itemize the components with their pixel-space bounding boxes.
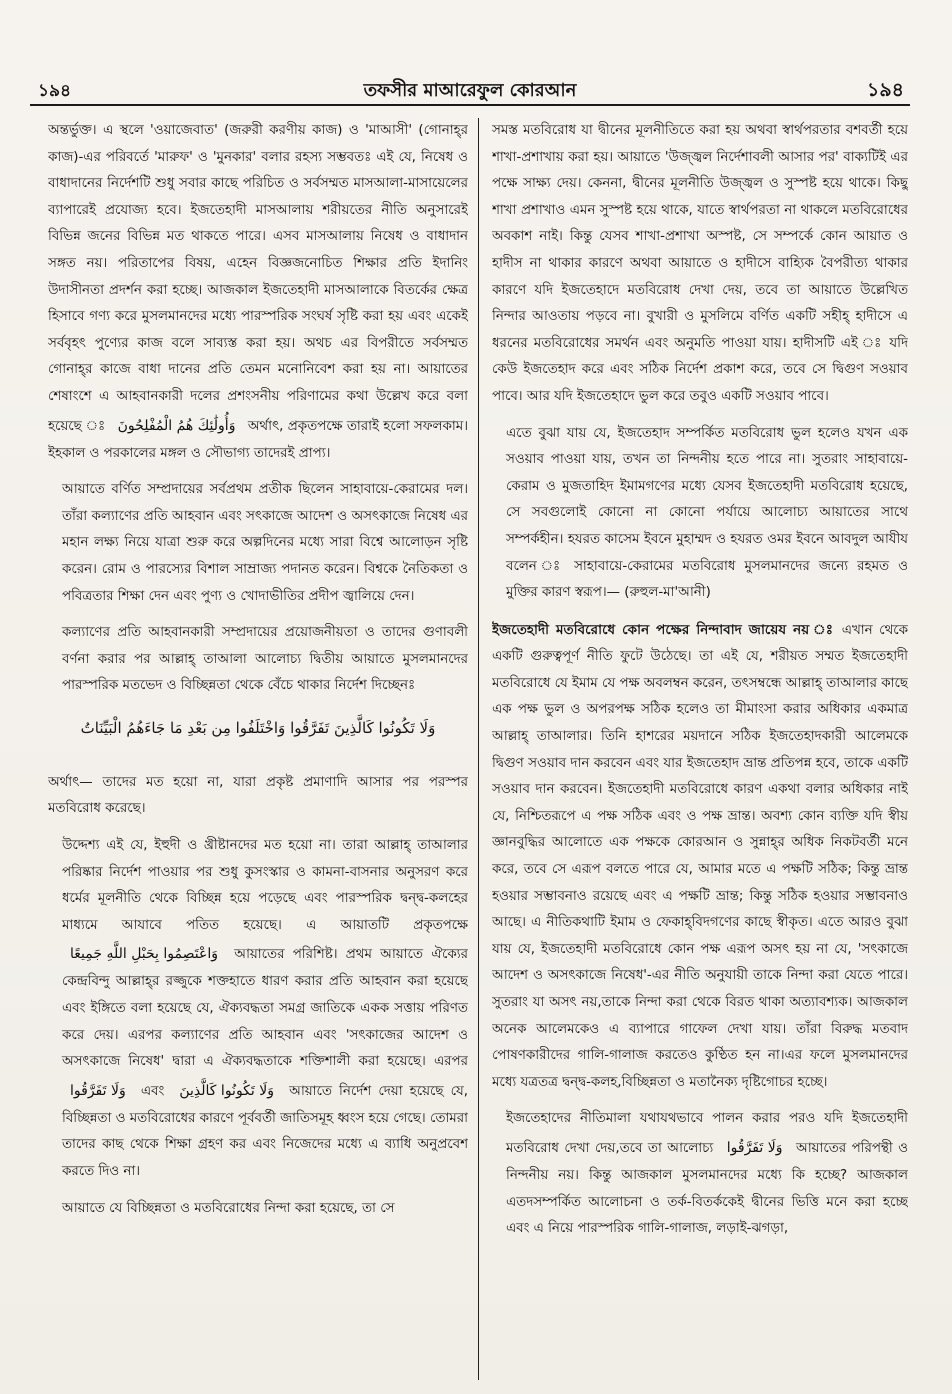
paragraph-text: অর্থাৎ, প্রকৃতপক্ষে তারাই হলো সফলকাম। ইহকাল ও পরকালের মঙ্গল ও সৌভাগ্য তাদেরই প্রাপ্য। — [48, 418, 468, 461]
arabic-phrase: وَلَا تَفَرَّقُوا — [726, 1139, 783, 1156]
page-header — [30, 70, 910, 106]
paragraph — [48, 770, 468, 823]
paragraph — [492, 118, 908, 411]
arabic-phrase: وَأُولَٰئِكَ هُمُ الْمُفْلِحُونَ — [117, 417, 236, 434]
page-number-left: ১৯৪ — [38, 81, 72, 101]
paragraph — [492, 421, 908, 607]
column-divider — [478, 118, 479, 1380]
paragraph-text: ইজতেহাদের নীতিমালা যথাযথভাবে পালন করার পরও যদি ইজতেহাদী মতবিরোধ দেখা দেয়,তবে তা আলোচ্য — [506, 1111, 908, 1156]
translation-text: অর্থাৎ— তাদের মত হয়ো না, যারা প্রকৃষ্ট প্রমাণাদি আসার পর পরস্পর মতবিরোধ করেছে। — [48, 774, 468, 817]
paragraph — [48, 620, 468, 700]
paragraph-text: অন্তর্ভুক্ত। এ স্থলে 'ওয়াজেবাত' (জরুরী করণীয় কাজ) ও 'মাআসী' (গোনাহ্‌র কাজ)-এর পরিবর্তে 'মারুফ' ও 'মুনকার' বলার রহস্য সম্ভবতঃ এই যে, নিষেধ ও বাধাদানের নির্দেশটি শুধু সবার কাছে পরিচিত ও সর্বসম্মত মাসআলা-মাসায়েলের ব্যাপারেই প্রযোজ্য হবে। ইজতেহাদী মাসআলায় শরীয়তের নীতি অনুসারেই বিভিন্ন জনের বিভিন্ন মত থাকতে পারে। এসব মাসআলায় নিষেধ ও বাধাদান সঙ্গত নয়। পরিতাপের বিষয়, এহেন বিজ্ঞজনোচিত শিক্ষার প্রতি ইদানিং উদাসীনতা প্রদর্শন করা হচ্ছে। আজকাল ইজতেহাদী মাসআলাকে বিতর্কের ক্ষেত্র হিসাবে গণ্য করে মুসলমানদের মধ্যে পারস্পরিক সংঘর্ষ সৃষ্টি করা হয় এবং একেই সর্ববৃহৎ পুণ্যের কাজ বলে সাব্যস্ত করা হয়। অথচ এর বিপরীতে সর্বসম্মত গোনাহ্‌র কাজে বাধা দানের প্রতি তেমন মনোনিবেশ করা হয় না। আয়াতের শেষাংশে এ আহবানকারী দলের প্রশংসনীয় পরিণামের কথা উল্লেখ করে বলা হয়েছে ঃ — [48, 123, 468, 434]
paragraph-text: এখান থেকে একটি গুরুত্বপূর্ণ নীতি ফুটে উঠেছে। তা এই যে, শরীয়ত সম্মত ইজতেহাদী মতবিরোধে যে ইমাম যে পক্ষ অবলম্বন করেন, তৎসম্বন্ধে আল্লাহ্ তাআলার কাছে এক পক্ষ ভুল ও অপরপক্ষ সঠিক হলেও তা মীমাংসা করার অধিকার একমাত্র আল্লাহ্ তাআলার। তিনি হাশরের ময়দানে সঠিক ইজতেহাদকারী আলেমকে দ্বিগুণ সওয়াব দান করবেন এবং যার ইজতেহাদ ভ্রান্ত প্রতিপন্ন হবে, তাকে একটি সওয়াব দান করবেন। ইজতেহাদী মতবিরোধে কারণ একথা বলার অধিকার নাই যে, নিশ্চিতরূপে এ পক্ষ সঠিক এবং ও পক্ষ ভ্রান্ত। অবশ্য কোন ব্যক্তি যদি স্বীয় জ্ঞানবুদ্ধির আলোতে এক পক্ষকে কোরআন ও সুন্নাহ্‌র অধিক নিকটবর্তী মনে করে, তবে সে এরূপ বলতে পারে যে, আমার মতে এ পক্ষটি সঠিক; কিন্তু ভ্রান্ত হওয়ার সম্ভাবনাও রয়েছে এবং এ পক্ষটি ভ্রান্ত; কিন্তু সঠিক হওয়ার সম্ভাবনাও আছে। এ নীতিকথাটি ইমাম ও ফেকাহ্‌বিদগণের কাছে স্বীকৃত। এতে আরও বুঝা যায় যে, ইজতেহাদী মতবিরোধে কোন পক্ষ এরূপ অসৎ হয় না যে, 'সৎকাজে আদেশ ও অসৎকাজে নিষেধ'-এর নীতি অনুযায়ী তাকে নিন্দা করা যেতে পারে। সুতরাং যা অসৎ নয়,তাকে নিন্দা করা থেকে বিরত থাকা অত্যাবশ্যক। আজকাল অনেক আলেমকেও এ ব্যাপারে গাফেল দেখা যায়। তাঁরা বিরুদ্ধ মতবাদ পোষণকারীদের গালি-গালাজ করতেও কুণ্ঠিত হন না।এর ফলে মুসলমানদের মধ্যে যত্রতত্র দ্বন্দ্ব-কলহ,বিচ্ছিন্নতা ও মতানৈক্য দৃষ্টিগোচর হচ্ছে। — [492, 622, 908, 1090]
paragraph — [48, 833, 468, 1186]
paragraph-text: আয়াতে নির্দেশ দেয়া হয়েছে যে, বিচ্ছিন্নতা ও মতবিরোধের কারণে পূর্ববর্তী জাতিসমূহ ধ্বংস হয়ে গেছে। তোমরা তাদের কাছ থেকে শিক্ষা গ্রহণ কর এবং নিজেদের মধ্যে এ ব্যাধি অনুপ্রবেশ করতে দিও না। — [62, 1083, 468, 1179]
arabic-phrase: وَلَا تَفَرَّقُوا — [70, 1082, 126, 1099]
paragraph-text: উদ্দেশ্য এই যে, ইহুদী ও খ্রীষ্টানদের মত হয়ো না। তারা আল্লাহ্ তাআলার পরিষ্কার নির্দেশ পাওয়ার পর শুধু কুসংস্কার ও কামনা-বাসনার অনুসরণ করে ধর্মের মূলনীতি থেকে বিচ্ছিন্ন হয়ে পড়েছে এবং পারস্পরিক দ্বন্দ্ব-কলহের মাধ্যমে আযাবে পতিত হয়েছে। এ আয়াতটি প্রকৃতপক্ষে — [62, 838, 468, 933]
paragraph-text: আয়াতের পরিশিষ্ট। প্রথম আয়াতে ঐক্যের কেন্দ্রবিন্দু আল্লাহ্‌র রজ্জুকে শক্তহাতে ধারণ করার প্রতি আহবান করা হয়েছে এবং ইঙ্গিতে বলা হয়েছে যে, ঐক্যবদ্ধতা সমগ্র জাতিকে একক সত্তায় পরিণত করে দেয়। এরপর কল্যাণের প্রতি আহবান এবং 'সৎকাজের আদেশ ও অসৎকাজে নিষেধ' দ্বারা এ ঐক্যবদ্ধতাকে শক্তিশালী করা হয়েছে। এরপর — [62, 947, 468, 1070]
paragraph-text: এতে বুঝা যায় যে, ইজতেহাদ সম্পর্কিত মতবিরোধ ভুল হলেও যখন এক সওয়াব পাওয়া যায়, তখন তা নিন্দনীয় হতে পারে না। সুতরাং সাহাবায়ে-কেরাম ও মুজতাহিদ ইমামগণের মধ্যে যেসব ইজতেহাদী মতবিরোধ হয়েছে, সে সবগুলোই কোনো না কোনো পর্যায়ে আলোচ্য আয়াতের সাথে সম্পর্কহীন। হযরত কাসেম ইবনে মুহাম্মদ ও হযরত ওমর ইবনে আবদুল আযীয বলেন ঃ সাহাবায়ে-কেরামের মতবিরোধ মুসলমানদের জন্যে রহমত ও মুক্তির কারণ স্বরূপ।— (রুহুল-মা'আনী) — [506, 425, 908, 601]
paragraph — [492, 1106, 908, 1242]
header-rule — [30, 104, 910, 106]
arabic-phrase: وَلَا تَكُونُوا كَالَّذِينَ — [179, 1082, 274, 1099]
section-heading: ইজতেহাদী মতবিরোধে কোন পক্ষের নিন্দাবাদ জায়েয নয় ঃ — [492, 621, 836, 638]
paragraph-text: সমস্ত মতবিরোধ যা দ্বীনের মূলনীতিতে করা হয় অথবা স্বার্থপরতার বশবর্তী হয়ে শাখা-প্রশাখায় করা হয়। আয়াতে 'উজ্জ্বল নির্দেশাবলী আসার পর' বাক্যটিই এর পক্ষে সাক্ষ্য দেয়। কেননা, দ্বীনের মূলনীতি উজ্জ্বল ও সুস্পষ্ট হয়ে থাকে। কিছু শাখা প্রশাখাও এমন সুস্পষ্ট হয়ে থাকে, যাতে স্বার্থপরতা না থাকলে মতবিরোধের অবকাশ নাই। কিন্তু যেসব শাখা-প্রশাখা অস্পষ্ট, সে সম্পর্কে কোন আয়াত ও হাদীস না থাকার কারণে অথবা আয়াতে ও হাদীসে বাহ্যিক বৈপরীত্য থাকার কারণে যদি ইজতেহাদে মতবিরোধ দেখা দেয়, তবে তা আয়াতে উল্লেখিত নিন্দার আওতায় পড়বে না। বুখারী ও মুসলিমে বর্ণিত একটি সহীহ্ হাদীসে এ ধরনের মতবিরোধের সমর্থন এবং অনুমতি পাওয়া যায়। হাদীসটি এই ঃ যদি কেউ ইজতেহাদ করে এবং সঠিক নির্দেশ প্রকাশ করে, তবে সে দ্বিগুণ সওয়াব পাবে। আর যদি ইজতেহাদে ভুল করে তবুও একটি সওয়াব পাবে। — [492, 123, 908, 404]
arabic-phrase: وَاعْتَصِمُوا بِحَبْلِ اللَّهِ جَمِيعًا — [70, 946, 218, 963]
page-number-right: ১৯৪ — [867, 79, 904, 101]
paragraph — [48, 118, 468, 467]
paragraph-text: এবং — [140, 1083, 165, 1099]
right-column — [492, 118, 908, 1380]
paragraph-text: আয়াতে বর্ণিত সম্প্রদায়ের সর্বপ্রথম প্রতীক ছিলেন সাহাবায়ে-কেরামের দল। তাঁরা কল্যাণের প্রতি আহবান এবং সৎকাজে আদেশ ও অসৎকাজে নিষেধ এর মহান লক্ষ্য নিয়ে যাত্রা শুরু করে অল্পদিনের মধ্যে সারা বিশ্বে আলোড়ন সৃষ্টি করেন। রোম ও পারস্যের বিশাল সাম্রাজ্য পদানত করেন। বিশ্বকে নৈতিকতা ও পবিত্রতার শিক্ষা দেন এবং পুণ্য ও খোদাভীতির প্রদীপ জ্বালিয়ে দেন। — [62, 482, 468, 604]
paragraph — [48, 477, 468, 610]
paragraph — [492, 617, 908, 1097]
left-column — [48, 118, 468, 1380]
paragraph-text: আয়াতের পরিপন্থী ও নিন্দনীয় নয়। কিন্তু আজকাল মুসলমানদের মধ্যে কি হচ্ছে? আজকাল এতদসম্পর্কিত আলোচনা ও তর্ক-বিতর্ককেই দ্বীনের ভিত্তি মনে করা হচ্ছে এবং এ নিয়ে পারস্পরিক গালি-গালাজ, লড়াই-ঝগড়া, — [506, 1140, 908, 1237]
paragraph-text: আয়াতে যে বিচ্ছিন্নতা ও মতবিরোধের নিন্দা করা হয়েছে, তা সে — [62, 1200, 395, 1216]
book-title: তফসীর মাআরেফুল কোরআন — [363, 80, 577, 101]
paragraph-text: কল্যাণের প্রতি আহবানকারী সম্প্রদায়ের প্রয়োজনীয়তা ও তাদের গুণাবলী বর্ণনা করার পর আল্লাহ্ তাআলা আলোচ্য দ্বিতীয় আয়াতে মুসলমানদের পারস্পরিক মতভেদ ও বিচ্ছিন্নতা থেকে বেঁচে থাকার নির্দেশ দিচ্ছেনঃ — [62, 625, 468, 694]
paragraph — [48, 1196, 468, 1223]
quran-verse: وَلَا تَكُونُوا كَالَّذِينَ تَفَرَّقُوا وَاخْتَلَفُوا مِن بَعْدِ مَا جَاءَهُمُ الْبَيِّنَاتُ — [80, 718, 436, 737]
